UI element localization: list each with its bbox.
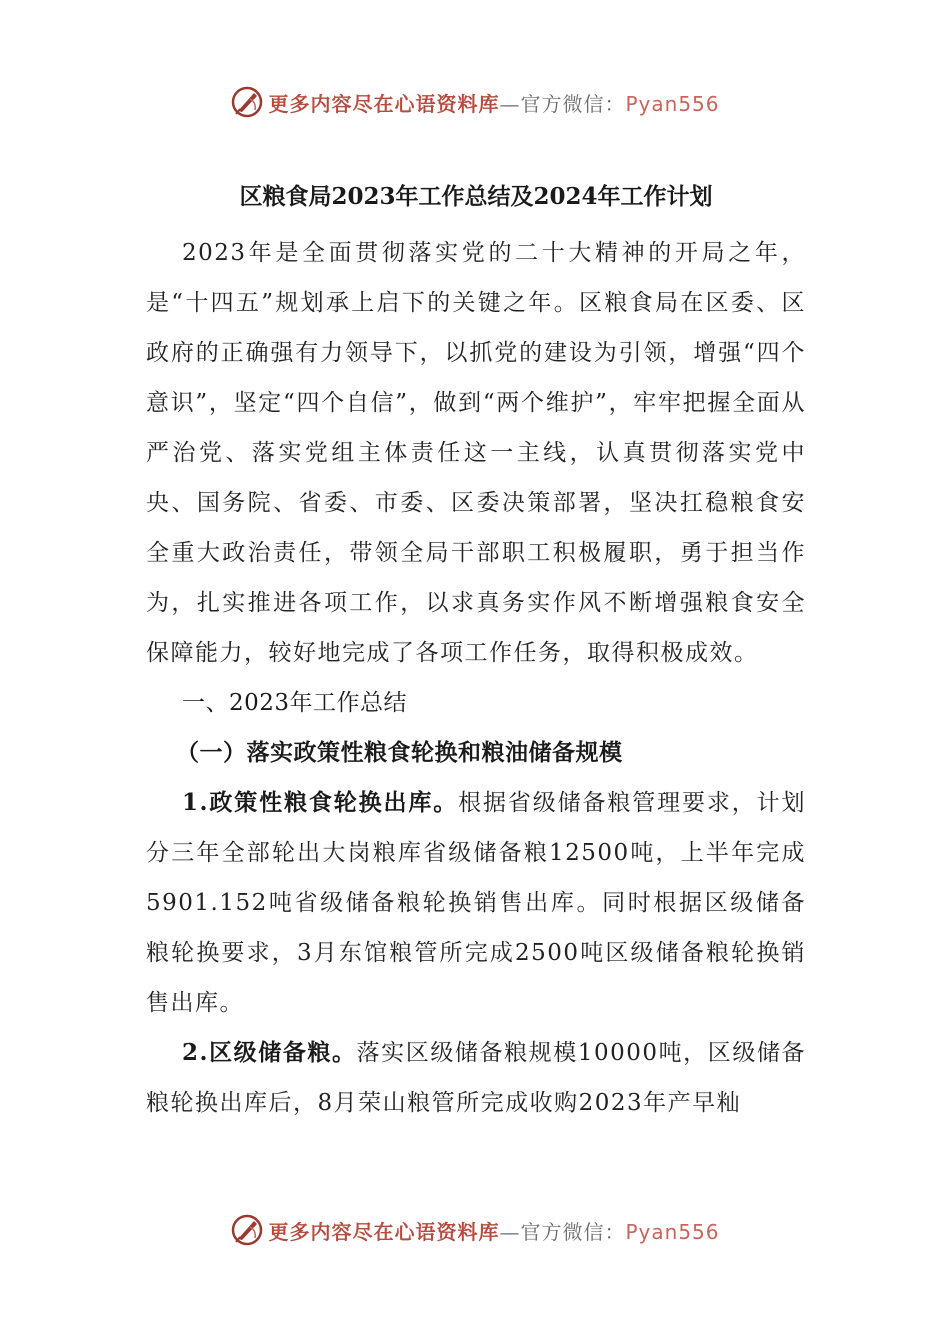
item-paragraph-2: [146, 1028, 806, 1128]
banner-wechat-id: Pyan556: [625, 91, 720, 116]
item-paragraph-1: [146, 778, 806, 1028]
banner-wechat-label: 官方微信：: [520, 91, 626, 116]
watermark-banner-bottom: [0, 1208, 950, 1252]
item-2-text: 落实区级储备粮规模10000吨，区级储备粮轮换出库后，8月荣山粮管所完成收购2023年产早籼: [146, 1040, 806, 1116]
banner-slogan: 更多内容尽在心语资料库: [268, 1219, 500, 1244]
document-title: 区粮食局2023年工作总结及2024年工作计划: [239, 183, 713, 210]
watermark-banner-top: [0, 80, 950, 124]
banner-dash: —: [499, 91, 521, 116]
banner-wechat-label: 官方微信：: [520, 1219, 626, 1244]
banner-wechat-id: Pyan556: [625, 1219, 720, 1244]
quill-logo-icon: [230, 85, 264, 119]
item-1-text: 根据省级储备粮管理要求，计划分三年全部轮出大岗粮库省级储备粮12500吨，上半年完成5901.152吨省级储备粮轮换销售出库。同时根据区级储备粮轮换要求，3月东馆粮管所完成2500吨区级储备粮轮换销售出库。: [146, 790, 807, 1016]
quill-logo-icon: [230, 1213, 264, 1247]
intro-paragraph: 2023年是全面贯彻落实党的二十大精神的开局之年，是“十四五”规划承上启下的关键之年。区粮食局在区委、区政府的正确强有力领导下，以抓党的建设为引领，增强“四个意识”，坚定“四个自信”，做到“两个维护”，牢牢把握全面从严治党、落实党组主体责任这一主线，认真贯彻落实党中央、国务院、省委、市委、区委决策部署，坚决扛稳粮食安全重大政治责任，带领全局干部职工积极履职，勇于担当作为，扎实推进各项工作，以求真务实作风不断增强粮食安全保障能力，较好地完成了各项工作任务，取得积极成效。: [146, 240, 806, 666]
section-heading-summary: 一、2023年工作总结: [182, 690, 408, 716]
banner-text: [268, 1216, 719, 1245]
item-2-lead: 2.区级储备粮。: [182, 1039, 357, 1066]
subsection-heading-grain-rotation: （一）落实政策性粮食轮换和粮油储备规模: [176, 739, 623, 766]
banner-dash: —: [499, 1219, 521, 1244]
banner-text: [268, 88, 719, 117]
document-body: [146, 172, 806, 1128]
banner-slogan: 更多内容尽在心语资料库: [268, 91, 500, 116]
item-1-lead: 1.政策性粮食轮换出库。: [182, 789, 459, 816]
